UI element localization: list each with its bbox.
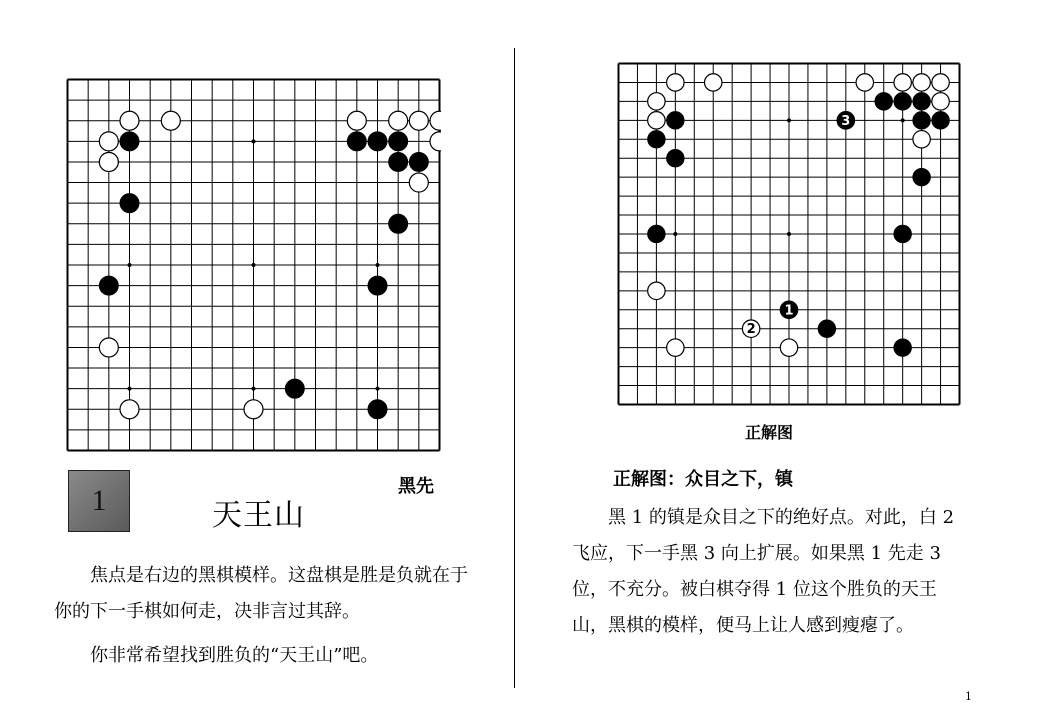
white-stone [648, 93, 665, 110]
white-stone [120, 111, 139, 130]
white-stone [932, 93, 949, 110]
white-stone [667, 74, 684, 91]
black-stone [667, 112, 684, 129]
star-point [673, 232, 677, 236]
white-stone [120, 400, 139, 419]
problem-number-box [68, 470, 130, 532]
to-play-label: 黑先 [398, 476, 434, 497]
problem-go-board [66, 78, 441, 452]
white-stone [244, 400, 263, 419]
white-stone [161, 111, 180, 130]
black-stone [875, 93, 892, 110]
page-divider [514, 48, 515, 688]
black-stone [347, 132, 366, 151]
solution-caption: 正解图 [745, 423, 794, 442]
white-stone [648, 112, 665, 129]
black-stone [285, 379, 304, 398]
star-point [787, 232, 791, 236]
white-stone [932, 74, 949, 91]
black-stone [894, 339, 911, 356]
solution-go-board [617, 62, 961, 406]
stone-number: 3 [841, 113, 851, 129]
star-point [376, 263, 380, 267]
white-stone [894, 74, 911, 91]
white-stone [913, 74, 930, 91]
star-point [128, 387, 132, 391]
black-stone [913, 93, 930, 110]
white-stone [913, 131, 930, 148]
white-stone [780, 339, 797, 356]
black-stone [913, 112, 930, 129]
solution-paragraph: 黑 1 的镇是众目之下的绝好点。对此，白 2 飞应，下一手黑 3 向上扩展。如果黑 1 先走 3 位，不充分。被白棋夺得 1 位这个胜负的天王山，黑棋的模样，便马上让人感到瘦瘪了。 [572, 507, 955, 636]
white-stone [99, 338, 118, 357]
numbered-stone [837, 112, 854, 129]
black-stone [120, 132, 139, 151]
black-stone [648, 131, 665, 148]
white-stone [409, 173, 428, 192]
black-stone [99, 276, 118, 295]
white-stone [347, 111, 366, 130]
black-stone [667, 150, 684, 167]
black-stone [894, 225, 911, 242]
black-stone [648, 225, 665, 242]
white-stone [705, 74, 722, 91]
white-stone [648, 282, 665, 299]
stone-number: 1 [784, 303, 794, 319]
numbered-stone [742, 320, 759, 337]
star-point [787, 118, 791, 122]
white-stone [856, 74, 873, 91]
white-stone [667, 339, 684, 356]
problem-paragraph-2: 你非常希望找到胜负的“天王山”吧。 [90, 645, 379, 666]
white-stone [409, 111, 428, 130]
problem-number: 1 [91, 484, 107, 517]
black-stone [913, 168, 930, 185]
black-stone [368, 132, 387, 151]
star-point [376, 387, 380, 391]
star-point [252, 139, 256, 143]
black-stone [409, 152, 428, 171]
star-point [252, 263, 256, 267]
solution-heading: 正解图：众目之下，镇 [613, 469, 793, 490]
black-stone [389, 132, 408, 151]
black-stone [389, 152, 408, 171]
black-stone [120, 194, 139, 213]
numbered-stone [780, 301, 797, 318]
black-stone [389, 214, 408, 233]
white-stone [99, 132, 118, 151]
black-stone [932, 112, 949, 129]
black-stone [894, 93, 911, 110]
black-stone [368, 276, 387, 295]
problem-paragraph-1: 焦点是右边的黑棋模样。这盘棋是胜是负就在于你的下一手棋如何走，决非言过其辞。 [54, 565, 468, 622]
white-stone [430, 132, 441, 151]
star-point [128, 263, 132, 267]
star-point [252, 387, 256, 391]
black-stone [368, 400, 387, 419]
black-stone [818, 320, 835, 337]
star-point [901, 118, 905, 122]
stone-number: 2 [746, 322, 756, 338]
white-stone [430, 111, 441, 130]
white-stone [99, 152, 118, 171]
page-number: 1 [965, 690, 972, 703]
problem-title: 天王山 [212, 498, 305, 533]
white-stone [389, 111, 408, 130]
